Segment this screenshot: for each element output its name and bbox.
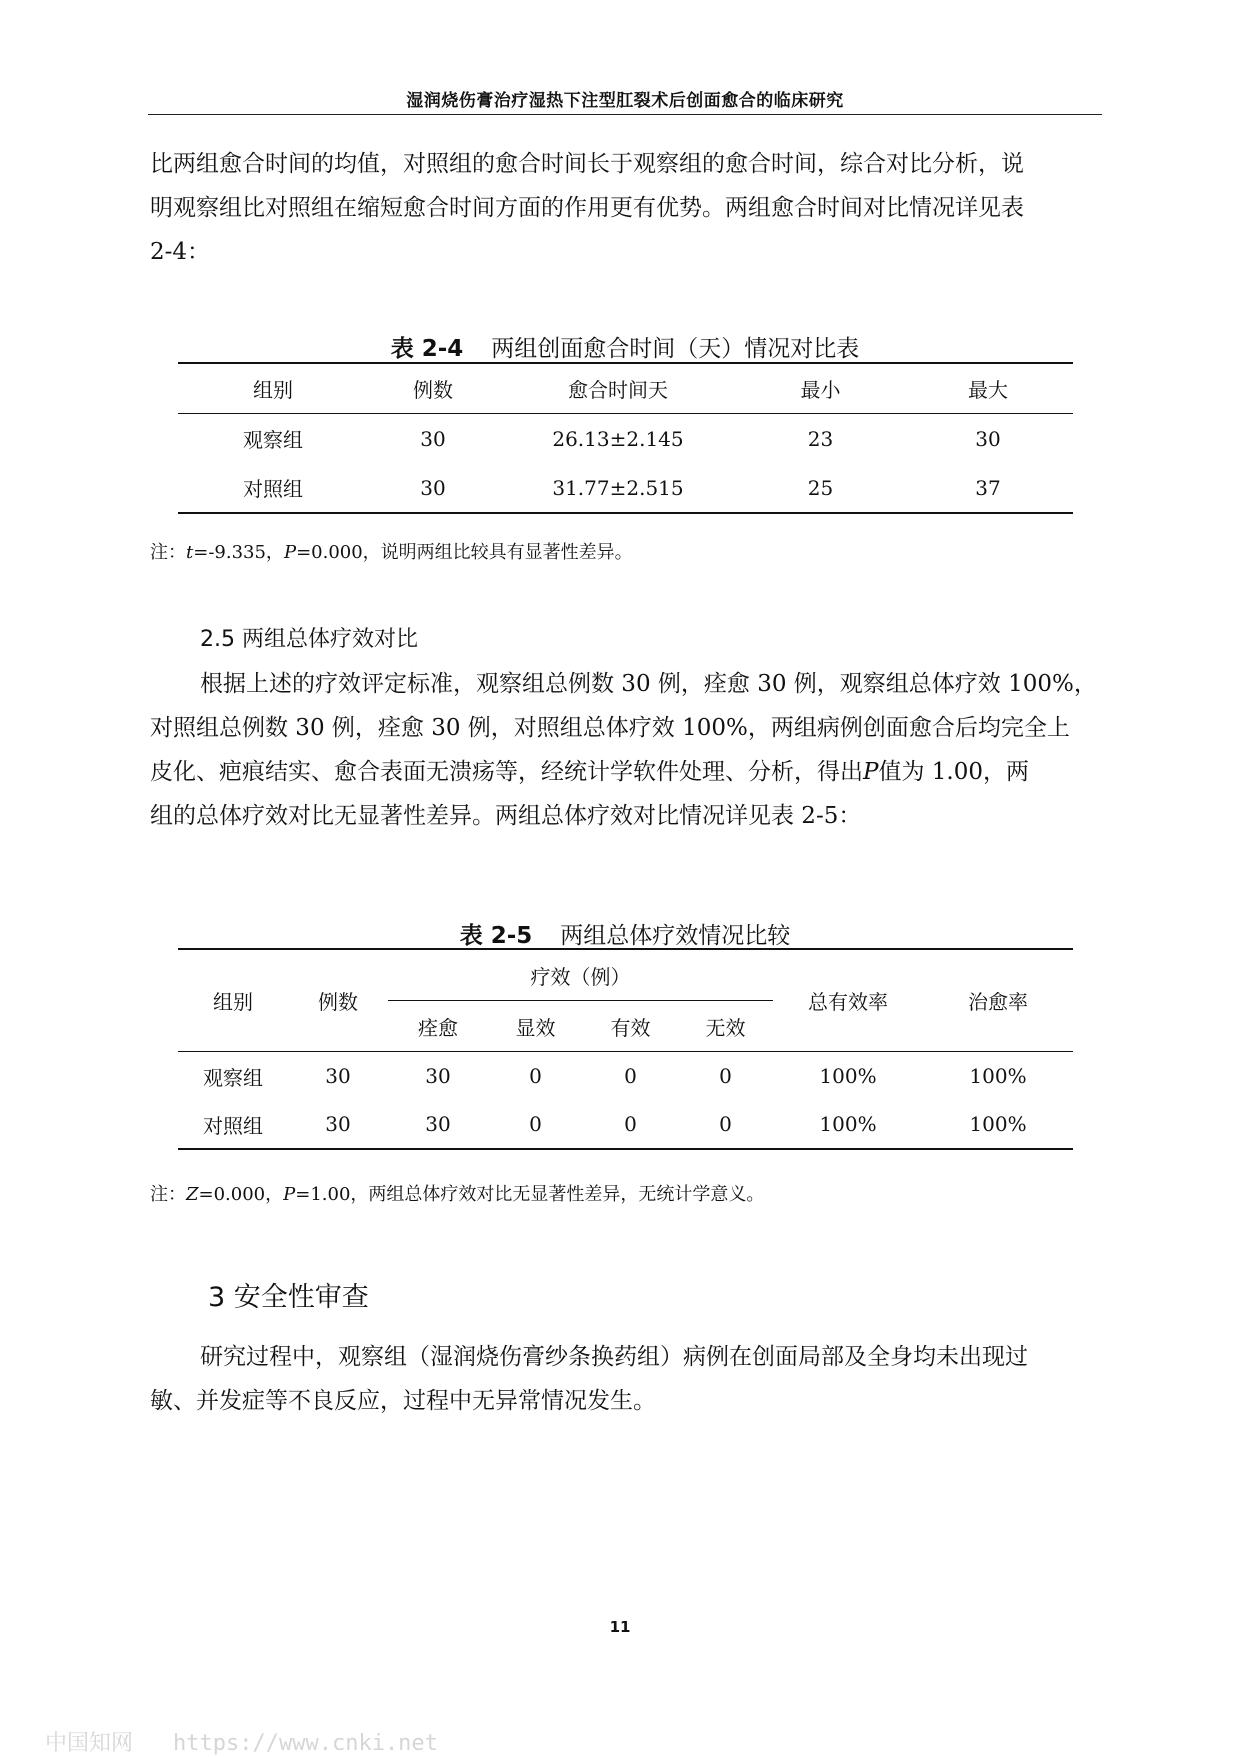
cell: 观察组 [203, 1065, 263, 1090]
cell: 31.77±2.515 [552, 475, 684, 500]
cell: 0 [719, 1064, 732, 1088]
cnki-watermark [45, 1726, 438, 1757]
cell: 30 [975, 426, 1001, 451]
caption-title: 两组创面愈合时间（天）情况对比表 [491, 336, 860, 362]
watermark-url: https://www.cnki.net [173, 1731, 438, 1756]
note-prefix: 注： [150, 1184, 186, 1205]
stat-value: =0.000，说明两组比较具有显著性差异。 [296, 542, 633, 563]
table-row [178, 463, 1073, 513]
header-efficacy: 疗效（例） [388, 949, 773, 1001]
stat-value: =0.000， [198, 1184, 284, 1205]
stat-variable: P [283, 1184, 296, 1205]
stat-variable: t [186, 542, 194, 563]
paragraph-line: 组的总体疗效对比无显著性差异。两组总体疗效对比情况详见表 2-5： [150, 803, 862, 829]
stat-variable: P [283, 542, 297, 563]
table-2-4-note [150, 538, 633, 564]
table-row [178, 1100, 1073, 1149]
note-prefix: 注： [150, 542, 186, 563]
cell: 100% [969, 1064, 1027, 1088]
cell: 100% [969, 1112, 1027, 1136]
cell: 25 [807, 475, 834, 500]
header-total-rate: 总有效率 [773, 949, 923, 1052]
paragraph-healing-time-summary [150, 142, 1104, 274]
section-heading-3: 3 安全性审查 [208, 1282, 369, 1313]
cell: 37 [975, 475, 1001, 500]
cell: 100% [819, 1064, 877, 1088]
header-count: 例数 [288, 949, 388, 1052]
cell: 30 [425, 1112, 451, 1136]
paragraph-line: 根据上述的疗效评定标准，观察组总例数 30 例，痊愈 30 例，观察组总体疗效 100%， [200, 671, 1097, 697]
stat-variable: P [863, 759, 879, 785]
paragraph-overall-efficacy [150, 662, 1104, 838]
paragraph-line: 对照组总例数 30 例，痊愈 30 例，对照组总体疗效 100%，两组病例创面愈合后均完全上 [150, 715, 1070, 741]
cell: 对照组 [243, 477, 303, 501]
table-row [178, 1052, 1073, 1101]
stat-value: =-9.335， [193, 542, 284, 563]
stat-value: =1.00，两组总体疗效对比无显著性差异，无统计学意义。 [295, 1184, 765, 1205]
section-heading-2-5: 2.5 两组总体疗效对比 [200, 627, 418, 652]
table-header-row [178, 363, 1073, 414]
cell: 0 [529, 1112, 542, 1136]
header-effective: 有效 [583, 1001, 678, 1052]
header-cure-rate: 治愈率 [923, 949, 1073, 1052]
header-group: 组别 [178, 949, 288, 1052]
cell: 26.13±2.145 [552, 426, 684, 451]
text-run: 值为 1.00，两 [878, 759, 1030, 785]
paragraph-line: 研究过程中，观察组（湿润烧伤膏纱条换药组）病例在创面局部及全身均未出现过 [200, 1344, 1028, 1370]
table-2-5-caption [148, 917, 1102, 950]
cell: 0 [529, 1064, 542, 1088]
header-marked: 显效 [488, 1001, 583, 1052]
header-max: 最大 [903, 363, 1073, 414]
running-header: 湿润烧伤膏治疗湿热下注型肛裂术后创面愈合的临床研究 [406, 91, 844, 111]
cell: 0 [624, 1064, 637, 1088]
watermark-brand: 中国知网 [45, 1731, 134, 1756]
header-min: 最小 [738, 363, 903, 414]
paragraph-line: 比两组愈合时间的均值，对照组的愈合时间长于观察组的愈合时间，综合对比分析，说 [150, 151, 1024, 177]
header-ineffective: 无效 [678, 1001, 773, 1052]
paragraph-line: 明观察组比对照组在缩短愈合时间方面的作用更有优势。两组愈合时间对比情况详见表 [150, 195, 1024, 221]
header-group: 组别 [178, 363, 368, 414]
paragraph-safety-review [150, 1335, 1104, 1423]
caption-number: 表 2-5 [459, 923, 533, 949]
paragraph-line: 2-4： [150, 239, 211, 265]
table-2-5-note [150, 1180, 764, 1206]
caption-title: 两组总体疗效情况比较 [560, 923, 791, 949]
cell: 30 [420, 475, 446, 500]
stat-variable: Z [186, 1184, 199, 1205]
table-2-5-overall-efficacy [178, 948, 1073, 1150]
header-healing-days: 愈合时间天 [498, 363, 738, 414]
cell: 23 [807, 426, 834, 451]
cell: 100% [819, 1112, 877, 1136]
cell: 30 [325, 1064, 351, 1088]
header-cured: 痊愈 [388, 1001, 488, 1052]
paragraph-line: 敏、并发症等不良反应，过程中无异常情况发生。 [150, 1388, 656, 1414]
caption-number: 表 2-4 [390, 336, 464, 362]
cell: 0 [624, 1112, 637, 1136]
header-count: 例数 [368, 363, 498, 414]
cell: 0 [719, 1112, 732, 1136]
cell: 30 [325, 1112, 351, 1136]
table-row [178, 414, 1073, 464]
table-2-4-caption [148, 330, 1102, 363]
cell: 对照组 [203, 1113, 263, 1138]
text-run: 皮化、疤痕结实、愈合表面无溃疡等，经统计学软件处理、分析，得出 [150, 759, 863, 785]
page-number: 11 [609, 1618, 631, 1636]
table-2-4-healing-time [178, 362, 1073, 514]
header-rule [148, 114, 1102, 115]
cell: 30 [425, 1064, 451, 1088]
cell: 30 [420, 426, 446, 451]
paragraph-line [150, 750, 1104, 794]
cell: 观察组 [243, 428, 303, 452]
table-header-row [178, 949, 1073, 1001]
